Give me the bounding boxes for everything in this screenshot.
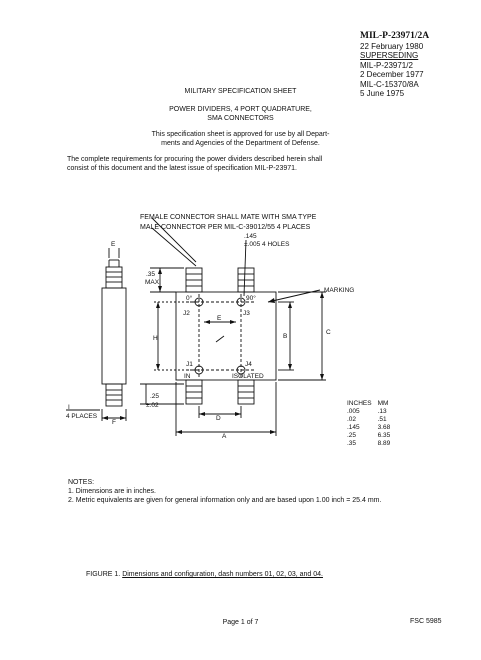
letter-a: A: [222, 433, 227, 440]
port-j2-label: J2: [183, 310, 190, 317]
table-cell: .145: [347, 424, 360, 431]
figure-label: FIGURE 1.: [86, 571, 121, 578]
supersedes-4: 5 June 1975: [360, 89, 405, 98]
max-dim-label: MAX.: [145, 279, 161, 286]
table-cell: 6.35: [377, 432, 391, 439]
notes-heading: NOTES:: [68, 479, 95, 486]
figure-caption: [86, 571, 323, 578]
requirements-line-2: consist of this document and the latest issue of specification MIL-P-23971.: [67, 165, 297, 172]
approval-line-1: This specification sheet is approved for use by all Depart-: [151, 131, 330, 138]
table-cell: .02: [347, 416, 357, 423]
table-cell: .25: [347, 432, 357, 439]
deg0-label: 0°: [186, 295, 193, 302]
letter-h: H: [153, 335, 158, 342]
column-header-mm: MM: [377, 400, 389, 407]
letter-b: B: [283, 333, 288, 340]
spec-id: MIL-P-23971/2A: [360, 31, 430, 41]
max-dim: .35: [146, 271, 156, 278]
supersedes-3: MIL-C-15370/8A: [360, 79, 419, 89]
table-cell: .005: [347, 408, 360, 415]
deg90-label: 90°: [246, 295, 256, 302]
letter-e-mid: E: [217, 315, 222, 322]
page-number: Page 1 of 7: [222, 619, 259, 626]
spec-date: 22 February 1980: [360, 41, 424, 51]
dim-25-tol: ±.02: [146, 402, 159, 409]
letter-c: C: [326, 329, 331, 336]
letter-e-top: E: [111, 241, 116, 248]
note-item-2: 2. Metric equivalents are given for general information only and are based upon 1.00 inch = 25.4 mm.: [68, 497, 382, 504]
port-j3-label: J3: [243, 310, 250, 317]
in-label: IN: [184, 373, 191, 380]
table-cell: 3.68: [377, 424, 391, 431]
marking-label: MARKING: [324, 287, 355, 294]
dim-25: .25: [150, 393, 160, 400]
fsc-code: FSC 5985: [410, 618, 442, 625]
table-row: [347, 440, 396, 448]
hole-tolerance: ±.005 4 HOLES: [244, 241, 290, 248]
supersedes-1: MIL-P-23971/2: [360, 60, 413, 70]
column-header-inches: INCHES: [347, 400, 372, 407]
letter-i: I: [68, 404, 70, 411]
letter-d: D: [216, 415, 221, 422]
places-label: 4 PLACES: [66, 413, 98, 420]
title-line-2: POWER DIVIDERS, 4 PORT QUADRATURE,: [169, 106, 312, 113]
table-row: [347, 416, 396, 424]
side-view-body: [102, 288, 126, 384]
approval-line-2: ments and Agencies of the Department of Defense.: [161, 140, 320, 147]
requirements-line-1: The complete requirements for procuring the power dividers described herein shall: [67, 156, 323, 163]
port-j1-label: J1: [186, 361, 193, 368]
table-row: [347, 432, 396, 440]
figure-caption-text: Dimensions and configuration, dash numbers 01, 02, 03, and 04.: [122, 571, 323, 578]
connector-note-line-1: FEMALE CONNECTOR SHALL MATE WITH SMA TYPE: [140, 214, 317, 221]
letter-f: F: [112, 419, 116, 426]
table-header-row: [347, 400, 396, 408]
title-line-3: SMA CONNECTORS: [207, 115, 274, 122]
connector-note-line-2: MALE CONNECTOR PER MIL-C-39012/55 4 PLACES: [140, 224, 311, 231]
title-line-1: MILITARY SPECIFICATION SHEET: [184, 88, 297, 95]
table-cell: .35: [347, 440, 357, 447]
side-top-connector: [106, 267, 122, 288]
table-cell: .51: [377, 416, 387, 423]
table-cell: 8.89: [377, 440, 391, 447]
table-cell: .13: [377, 408, 387, 415]
isolated-label: ISOLATED: [232, 373, 264, 380]
notes-section: [68, 478, 420, 505]
note-item-1: 1. Dimensions are in inches.: [68, 488, 156, 495]
port-j4-label: J4: [245, 361, 252, 368]
table-row: [347, 408, 396, 416]
hole-dim: .145: [244, 233, 257, 240]
superseding-label: SUPERSEDING: [360, 51, 419, 60]
dimensions-table: [347, 400, 396, 448]
supersedes-2: 2 December 1977: [360, 70, 424, 79]
table-row: [347, 424, 396, 432]
